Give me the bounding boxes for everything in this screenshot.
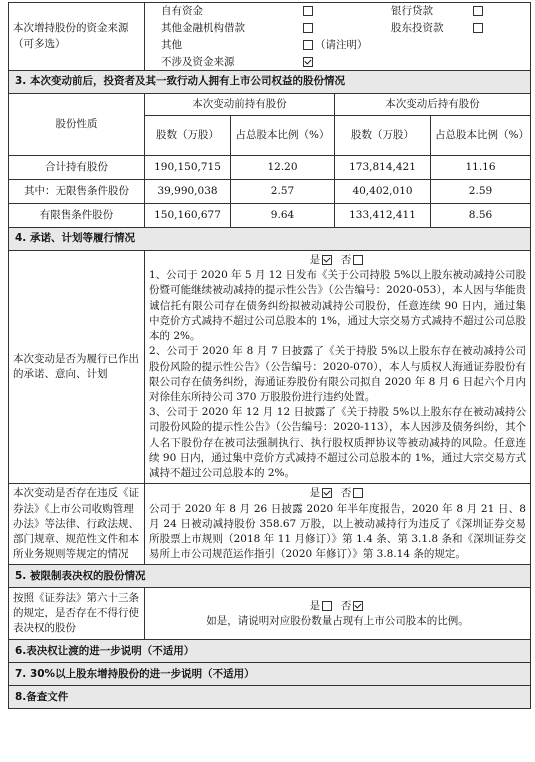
restricted-voting-question: 按照《证券法》第六十三条的规定，是否存在不得行使表决权的股份 [9, 588, 145, 640]
restricted-yes-checkbox[interactable] [322, 601, 332, 611]
commitment-paragraph-1: 1、公司于 2020 年 5 月 12 日发布《关于公司持股 5%以上股东被动减持公司股份暨可能继续被动减持的提示性公告》（公告编号：2020-053），本人因与华能贵诚信托有限公司存在债务纠纷拟被动减持公司股份，任意连续 90 日内，通过集中竞价方式减持不超过公司总股本的 1%，通过大宗交易方式减持不超过公司总股本的 2%。 [149, 269, 526, 343]
commitment-paragraph-3: 3、公司于 2020 年 12 月 12 日披露了《关于持股 5%以上股东存在被动减持公司股份风险的提示性公告》（公告编号：2020-113），本人因涉及债务纠纷，其个人名下股份存在被司法强制执行、执行股权质押协议等被动减持的风险。任意连续 90 日内，通过集中竞价方式减持不超过公司总股本的 1%，通过大宗交易方式减持不超过公司总股本的 2%。 [149, 406, 526, 480]
option-no-fund-source: 不涉及资金来源 [161, 56, 235, 68]
after-header: 本次变动后持有股份 [335, 94, 531, 116]
before-header: 本次变动前持有股份 [145, 94, 335, 116]
after-shares: 133,412,411 [335, 204, 431, 228]
after-ratio: 8.56 [431, 204, 531, 228]
after-ratio: 2.59 [431, 180, 531, 204]
before-ratio-header: 占总股本比例（%） [231, 116, 335, 156]
fund-source-label: 本次增持股份的资金来源（可多选） [9, 3, 145, 71]
after-ratio-header: 占总股本比例（%） [431, 116, 531, 156]
before-shares-header: 股数（万股） [145, 116, 231, 156]
fund-source-row [9, 3, 531, 71]
violation-question: 本次变动是否存在违反《证券法》《上市公司收购管理办法》等法律、行政法规、部门规章、规范性文件和本所业务规则等规定的情况 [9, 484, 145, 565]
table-row [9, 204, 531, 228]
checkbox-other[interactable] [303, 40, 313, 50]
restricted-no-checkbox[interactable] [353, 601, 363, 611]
violation-text: 公司于 2020 年 8 月 26 日披露 2020 年半年度报告，2020 年 8 月 21 日、8 月 24 日被动减持股份 358.67 万股，以上被动减持行为违反了《深圳证券交易所股票上市规则（2018 年 11 月修订）》第 1.4 条、第 3.1.8 条和《深圳证券交易所上市公司规范运作指引（2020 年修订）》第 3.8.14 条的规定。 [149, 502, 526, 561]
before-shares: 190,150,715 [145, 156, 231, 180]
checkbox-own-funds[interactable] [303, 6, 313, 16]
row-label: 合计持有股份 [9, 156, 145, 180]
commitment-yes-checkbox[interactable] [322, 255, 332, 265]
row-label: 有限售条件股份 [9, 204, 145, 228]
commitment-no-checkbox[interactable] [353, 255, 363, 265]
before-ratio: 2.57 [231, 180, 335, 204]
before-shares: 150,160,677 [145, 204, 231, 228]
section-5-title: 5. 被限制表决权的股份情况 [9, 565, 531, 588]
checkbox-no-fund-source[interactable] [303, 57, 313, 67]
after-shares: 40,402,010 [335, 180, 431, 204]
before-ratio: 12.20 [231, 156, 335, 180]
checkbox-bank-loan[interactable] [473, 6, 483, 16]
after-ratio: 11.16 [431, 156, 531, 180]
other-note: （请注明） [315, 39, 368, 51]
commitment-yes-no: 是 否 [149, 253, 526, 268]
before-shares: 39,990,038 [145, 180, 231, 204]
commitment-question: 本次变动是否为履行已作出的承诺、意向、计划 [9, 251, 145, 484]
checkbox-shareholder-investment[interactable] [473, 23, 483, 33]
after-shares: 173,814,421 [335, 156, 431, 180]
section-4-title: 4. 承诺、计划等履行情况 [9, 228, 531, 251]
option-shareholder-investment: 股东投资款 [391, 22, 444, 34]
row-label: 其中：无限售条件股份 [9, 180, 145, 204]
disclosure-table [8, 2, 531, 709]
after-shares-header: 股数（万股） [335, 116, 431, 156]
section-6-title: 6.表决权让渡的进一步说明（不适用） [9, 640, 531, 663]
option-other-fin-loan: 其他金融机构借款 [161, 22, 245, 34]
option-bank-loan: 银行贷款 [391, 5, 433, 17]
violation-yes-checkbox[interactable] [322, 488, 332, 498]
violation-yes-no: 是 否 [149, 486, 526, 501]
section-8-title: 8.备查文件 [9, 686, 531, 709]
section-7-title: 7. 30%以上股东增持股份的进一步说明（不适用） [9, 663, 531, 686]
violation-no-checkbox[interactable] [353, 488, 363, 498]
table-row [9, 156, 531, 180]
fund-source-options [161, 3, 526, 70]
before-ratio: 9.64 [231, 204, 335, 228]
share-nature-header: 股份性质 [9, 94, 145, 156]
option-own-funds: 自有资金 [161, 5, 203, 17]
commitment-paragraph-2: 2、公司于 2020 年 8 月 7 日披露了《关于持股 5%以上股东存在被动减持公司股份风险的提示性公告》（公告编号：2020-070），本人与质权人海通证券股份有限公司存在债务纠纷，海通证券股份有限公司拟自 2020 年 8 月 6 日起六个月内对徐佳东所持公司 370 万股股份进行违约处置。 [149, 345, 526, 403]
table-row [9, 180, 531, 204]
section-3-title: 3. 本次变动前后，投资者及其一致行动人拥有上市公司权益的股份情况 [9, 71, 531, 94]
checkbox-other-fin-loan[interactable] [303, 23, 313, 33]
option-other: 其他 [161, 39, 182, 51]
restricted-voting-yes-no: 是 否 [149, 599, 526, 614]
restricted-voting-note: 如是，请说明对应股份数量占现有上市公司股本的比例。 [206, 614, 469, 627]
